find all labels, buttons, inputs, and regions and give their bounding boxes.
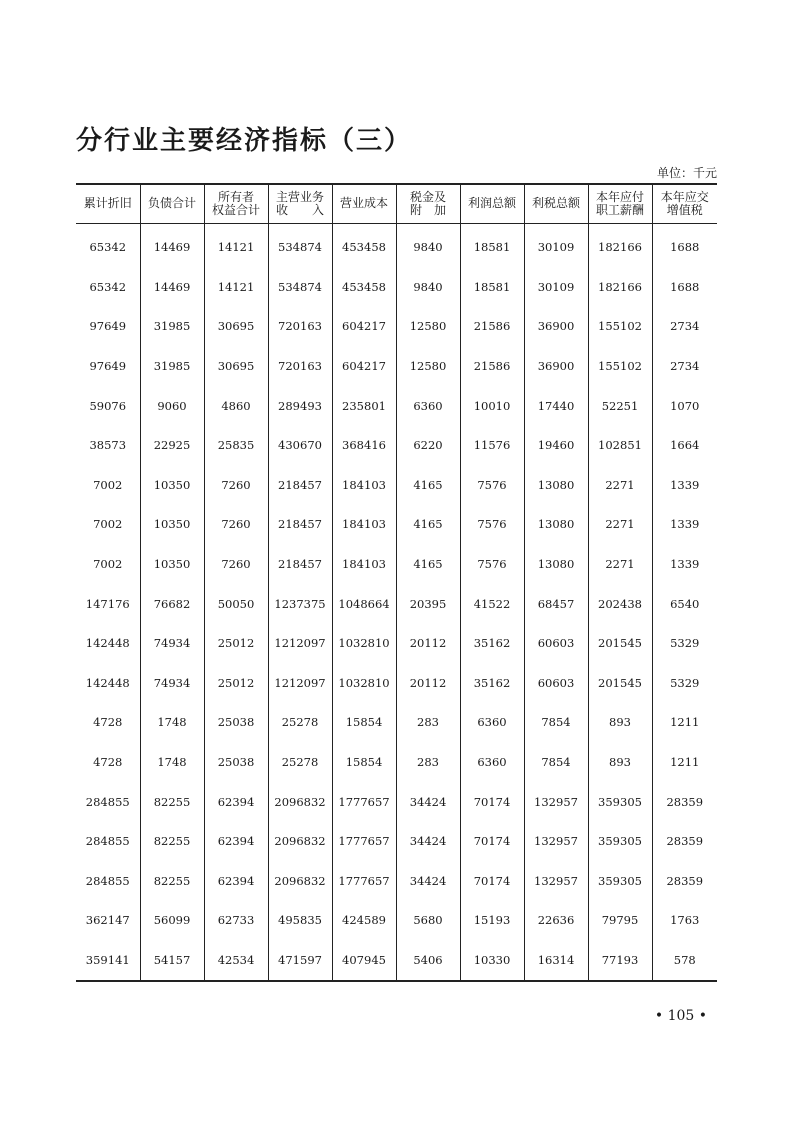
table-cell: 18581 bbox=[460, 223, 524, 267]
table-cell: 59076 bbox=[89, 398, 127, 413]
column-header-line: 负债合计 bbox=[147, 196, 196, 211]
table-cell: 15193 bbox=[460, 901, 524, 941]
table-cell: 35162 bbox=[460, 623, 524, 663]
table-cell: 1339 bbox=[652, 505, 717, 545]
table-cell: 70174 bbox=[460, 782, 524, 822]
table-cell: 7002 bbox=[93, 477, 123, 492]
table-cell: 201545 bbox=[588, 663, 652, 703]
column-header bbox=[652, 184, 717, 223]
table-cell: 77193 bbox=[588, 940, 652, 981]
table-cell: 6220 bbox=[396, 425, 460, 465]
column-header bbox=[460, 184, 524, 223]
table-cell: 14469 bbox=[140, 267, 204, 307]
table-cell: 25038 bbox=[204, 703, 268, 743]
table-cell: 1777657 bbox=[332, 821, 396, 861]
table-row bbox=[76, 307, 717, 347]
table-cell: 14469 bbox=[140, 223, 204, 267]
table-cell: 1211 bbox=[652, 742, 717, 782]
table-row bbox=[76, 623, 717, 663]
table-cell: 132957 bbox=[524, 821, 588, 861]
table-cell: 5680 bbox=[396, 901, 460, 941]
table-row bbox=[76, 782, 717, 822]
column-header-line: 利税总额 bbox=[531, 196, 580, 211]
column-header-line: 收 入 bbox=[275, 202, 324, 217]
table-cell: 10350 bbox=[140, 544, 204, 584]
table-cell: 407945 bbox=[332, 940, 396, 981]
table-cell: 56099 bbox=[140, 901, 204, 941]
table-cell: 359305 bbox=[588, 782, 652, 822]
table-cell: 1688 bbox=[652, 223, 717, 267]
table-cell: 20112 bbox=[396, 663, 460, 703]
table-cell: 60603 bbox=[524, 663, 588, 703]
table-cell: 359305 bbox=[588, 821, 652, 861]
table-cell: 65342 bbox=[89, 240, 127, 255]
table-cell: 2096832 bbox=[268, 782, 332, 822]
table-cell: 13080 bbox=[524, 544, 588, 584]
table-cell: 30695 bbox=[204, 307, 268, 347]
table-cell: 368416 bbox=[332, 425, 396, 465]
table-row bbox=[76, 742, 717, 782]
table-cell: 6360 bbox=[460, 703, 524, 743]
table-row bbox=[76, 544, 717, 584]
page-title: 分行业主要经济指标（三） bbox=[76, 126, 413, 156]
table-cell: 62394 bbox=[204, 782, 268, 822]
table-cell: 184103 bbox=[332, 544, 396, 584]
table-cell: 359141 bbox=[76, 940, 140, 981]
table-cell: 6360 bbox=[460, 742, 524, 782]
table-cell: 12580 bbox=[396, 346, 460, 386]
table-row bbox=[76, 663, 717, 703]
table-cell: 52251 bbox=[588, 386, 652, 426]
table-cell: 7002 bbox=[93, 517, 123, 532]
table-cell: 604217 bbox=[332, 307, 396, 347]
table-cell: 74934 bbox=[140, 623, 204, 663]
table-cell: 893 bbox=[588, 703, 652, 743]
table-cell: 25012 bbox=[204, 663, 268, 703]
table-cell: 25012 bbox=[204, 623, 268, 663]
table-cell: 97649 bbox=[89, 319, 127, 334]
table-cell: 36900 bbox=[524, 307, 588, 347]
table-row bbox=[76, 861, 717, 901]
table-cell: 41522 bbox=[460, 584, 524, 624]
table-cell: 7576 bbox=[460, 544, 524, 584]
table-cell: 2271 bbox=[588, 465, 652, 505]
table-cell: 155102 bbox=[588, 346, 652, 386]
table-cell: 5329 bbox=[652, 663, 717, 703]
table-cell: 2271 bbox=[588, 544, 652, 584]
table-cell: 60603 bbox=[524, 623, 588, 663]
table-cell: 30109 bbox=[524, 267, 588, 307]
table-cell: 70174 bbox=[460, 861, 524, 901]
table-cell: 4165 bbox=[396, 544, 460, 584]
table-cell: 424589 bbox=[332, 901, 396, 941]
table-row bbox=[76, 465, 717, 505]
table-row bbox=[76, 821, 717, 861]
table-cell: 1748 bbox=[140, 703, 204, 743]
table-cell: 12580 bbox=[396, 307, 460, 347]
table-cell: 1070 bbox=[652, 386, 717, 426]
table-cell: 142448 bbox=[85, 675, 130, 690]
table-cell: 62733 bbox=[204, 901, 268, 941]
table-cell: 132957 bbox=[524, 861, 588, 901]
table-cell: 182166 bbox=[588, 267, 652, 307]
table-cell: 50050 bbox=[204, 584, 268, 624]
table-cell: 471597 bbox=[268, 940, 332, 981]
table-cell: 4728 bbox=[93, 755, 123, 770]
table-row bbox=[76, 584, 717, 624]
table-cell: 495835 bbox=[268, 901, 332, 941]
table-cell: 284855 bbox=[85, 794, 130, 809]
table-cell: 38573 bbox=[89, 438, 127, 453]
indicator-table bbox=[76, 183, 717, 982]
table-cell: 1748 bbox=[140, 742, 204, 782]
table-cell: 30695 bbox=[204, 346, 268, 386]
table-cell: 28359 bbox=[652, 782, 717, 822]
table-cell: 79795 bbox=[588, 901, 652, 941]
table-cell: 284855 bbox=[85, 873, 130, 888]
table-cell: 2734 bbox=[652, 346, 717, 386]
column-header bbox=[204, 184, 268, 223]
table-cell: 4728 bbox=[93, 715, 123, 730]
table-cell: 6540 bbox=[652, 584, 717, 624]
table-cell: 21586 bbox=[460, 307, 524, 347]
table-cell: 22636 bbox=[524, 901, 588, 941]
table-cell: 1212097 bbox=[268, 663, 332, 703]
table-cell: 9060 bbox=[140, 386, 204, 426]
table-cell: 54157 bbox=[140, 940, 204, 981]
table-cell: 2271 bbox=[588, 505, 652, 545]
table-cell: 34424 bbox=[396, 861, 460, 901]
table-cell: 362147 bbox=[85, 913, 130, 928]
table-cell: 30109 bbox=[524, 223, 588, 267]
column-header-line: 税金及 bbox=[409, 189, 446, 204]
table-cell: 235801 bbox=[332, 386, 396, 426]
table-cell: 147176 bbox=[85, 596, 130, 611]
table-cell: 34424 bbox=[396, 782, 460, 822]
table-row bbox=[76, 505, 717, 545]
table-cell: 19460 bbox=[524, 425, 588, 465]
table-cell: 284855 bbox=[85, 834, 130, 849]
table-cell: 65342 bbox=[89, 279, 127, 294]
column-header bbox=[76, 184, 140, 223]
table-cell: 22925 bbox=[140, 425, 204, 465]
table-cell: 62394 bbox=[204, 861, 268, 901]
column-header bbox=[524, 184, 588, 223]
column-header-line: 职工薪酬 bbox=[595, 202, 644, 217]
column-header-line: 主营业务 bbox=[275, 189, 324, 204]
table-row bbox=[76, 940, 717, 981]
table-cell: 76682 bbox=[140, 584, 204, 624]
column-header-line: 累计折旧 bbox=[83, 196, 132, 211]
table-cell: 97649 bbox=[89, 359, 127, 374]
column-header bbox=[396, 184, 460, 223]
table-cell: 7260 bbox=[204, 505, 268, 545]
table-body bbox=[76, 223, 717, 981]
table-cell: 62394 bbox=[204, 821, 268, 861]
table-cell: 31985 bbox=[140, 307, 204, 347]
table-row bbox=[76, 223, 717, 267]
table-row bbox=[76, 703, 717, 743]
table-cell: 18581 bbox=[460, 267, 524, 307]
table-cell: 2096832 bbox=[268, 821, 332, 861]
table-cell: 25835 bbox=[204, 425, 268, 465]
table-cell: 28359 bbox=[652, 861, 717, 901]
table-cell: 720163 bbox=[268, 346, 332, 386]
table-cell: 201545 bbox=[588, 623, 652, 663]
table-cell: 1339 bbox=[652, 465, 717, 505]
table-cell: 42534 bbox=[204, 940, 268, 981]
table-cell: 184103 bbox=[332, 505, 396, 545]
table-cell: 1339 bbox=[652, 544, 717, 584]
table-cell: 430670 bbox=[268, 425, 332, 465]
column-header-line: 增值税 bbox=[666, 202, 703, 217]
table-cell: 10010 bbox=[460, 386, 524, 426]
table-cell: 6360 bbox=[396, 386, 460, 426]
table-cell: 1032810 bbox=[332, 663, 396, 703]
table-cell: 1688 bbox=[652, 267, 717, 307]
column-header-line: 利润总额 bbox=[467, 196, 516, 211]
table-cell: 16314 bbox=[524, 940, 588, 981]
table-cell: 36900 bbox=[524, 346, 588, 386]
column-header bbox=[140, 184, 204, 223]
table-cell: 283 bbox=[396, 703, 460, 743]
table-cell: 2096832 bbox=[268, 861, 332, 901]
column-header bbox=[268, 184, 332, 223]
table-cell: 9840 bbox=[396, 223, 460, 267]
table-row bbox=[76, 346, 717, 386]
table-cell: 9840 bbox=[396, 267, 460, 307]
table-cell: 604217 bbox=[332, 346, 396, 386]
table-cell: 13080 bbox=[524, 465, 588, 505]
table-cell: 31985 bbox=[140, 346, 204, 386]
table-cell: 182166 bbox=[588, 223, 652, 267]
table-cell: 453458 bbox=[332, 223, 396, 267]
table-cell: 7260 bbox=[204, 465, 268, 505]
table-row bbox=[76, 267, 717, 307]
table-cell: 20395 bbox=[396, 584, 460, 624]
column-header-line: 本年应交 bbox=[660, 189, 709, 204]
table-cell: 35162 bbox=[460, 663, 524, 703]
table-cell: 21586 bbox=[460, 346, 524, 386]
table-cell: 155102 bbox=[588, 307, 652, 347]
table-cell: 5329 bbox=[652, 623, 717, 663]
column-header-line: 营业成本 bbox=[339, 196, 388, 211]
table-cell: 14121 bbox=[204, 223, 268, 267]
table-cell: 893 bbox=[588, 742, 652, 782]
table-cell: 10350 bbox=[140, 505, 204, 545]
table-cell: 4165 bbox=[396, 465, 460, 505]
table-cell: 359305 bbox=[588, 861, 652, 901]
table-cell: 534874 bbox=[268, 267, 332, 307]
table-cell: 25278 bbox=[268, 703, 332, 743]
table-row bbox=[76, 901, 717, 941]
table-cell: 1777657 bbox=[332, 861, 396, 901]
table-cell: 82255 bbox=[140, 861, 204, 901]
table-cell: 34424 bbox=[396, 821, 460, 861]
table-cell: 20112 bbox=[396, 623, 460, 663]
table-cell: 184103 bbox=[332, 465, 396, 505]
table-cell: 7854 bbox=[524, 742, 588, 782]
unit-label: 单位：千元 bbox=[656, 166, 717, 180]
table-cell: 1032810 bbox=[332, 623, 396, 663]
table-cell: 7002 bbox=[93, 557, 123, 572]
table-cell: 102851 bbox=[588, 425, 652, 465]
table-cell: 1212097 bbox=[268, 623, 332, 663]
table-cell: 283 bbox=[396, 742, 460, 782]
table-cell: 7260 bbox=[204, 544, 268, 584]
table-cell: 15854 bbox=[332, 703, 396, 743]
column-header-line: 权益合计 bbox=[211, 202, 260, 217]
column-header-line: 本年应付 bbox=[595, 189, 644, 204]
table-cell: 142448 bbox=[85, 636, 130, 651]
table-cell: 1237375 bbox=[268, 584, 332, 624]
column-header-line: 所有者 bbox=[217, 189, 254, 204]
table-cell: 289493 bbox=[268, 386, 332, 426]
table-header-row bbox=[76, 184, 717, 223]
table-cell: 218457 bbox=[268, 544, 332, 584]
table-cell: 11576 bbox=[460, 425, 524, 465]
table-cell: 578 bbox=[652, 940, 717, 981]
table-cell: 13080 bbox=[524, 505, 588, 545]
column-header bbox=[332, 184, 396, 223]
table-row bbox=[76, 386, 717, 426]
table-cell: 218457 bbox=[268, 505, 332, 545]
column-header-line: 附 加 bbox=[409, 202, 446, 217]
table-cell: 1664 bbox=[652, 425, 717, 465]
table-cell: 1763 bbox=[652, 901, 717, 941]
table-cell: 453458 bbox=[332, 267, 396, 307]
table-cell: 1048664 bbox=[332, 584, 396, 624]
table-cell: 17440 bbox=[524, 386, 588, 426]
table-cell: 1211 bbox=[652, 703, 717, 743]
table-cell: 14121 bbox=[204, 267, 268, 307]
table-cell: 7576 bbox=[460, 465, 524, 505]
table-cell: 10330 bbox=[460, 940, 524, 981]
table-cell: 74934 bbox=[140, 663, 204, 703]
table-cell: 720163 bbox=[268, 307, 332, 347]
table-cell: 202438 bbox=[588, 584, 652, 624]
table-cell: 25038 bbox=[204, 742, 268, 782]
table-cell: 15854 bbox=[332, 742, 396, 782]
page-number: • 105 • bbox=[654, 1008, 707, 1024]
table-cell: 2734 bbox=[652, 307, 717, 347]
table-row bbox=[76, 425, 717, 465]
table-cell: 5406 bbox=[396, 940, 460, 981]
table-cell: 132957 bbox=[524, 782, 588, 822]
table-cell: 7576 bbox=[460, 505, 524, 545]
column-header bbox=[588, 184, 652, 223]
table-cell: 70174 bbox=[460, 821, 524, 861]
table-cell: 25278 bbox=[268, 742, 332, 782]
table-cell: 7854 bbox=[524, 703, 588, 743]
table-cell: 28359 bbox=[652, 821, 717, 861]
table-cell: 218457 bbox=[268, 465, 332, 505]
table-cell: 10350 bbox=[140, 465, 204, 505]
table-cell: 1777657 bbox=[332, 782, 396, 822]
table-cell: 4165 bbox=[396, 505, 460, 545]
table-cell: 534874 bbox=[268, 223, 332, 267]
table-cell: 82255 bbox=[140, 782, 204, 822]
table-cell: 68457 bbox=[524, 584, 588, 624]
table-cell: 4860 bbox=[204, 386, 268, 426]
table-cell: 82255 bbox=[140, 821, 204, 861]
